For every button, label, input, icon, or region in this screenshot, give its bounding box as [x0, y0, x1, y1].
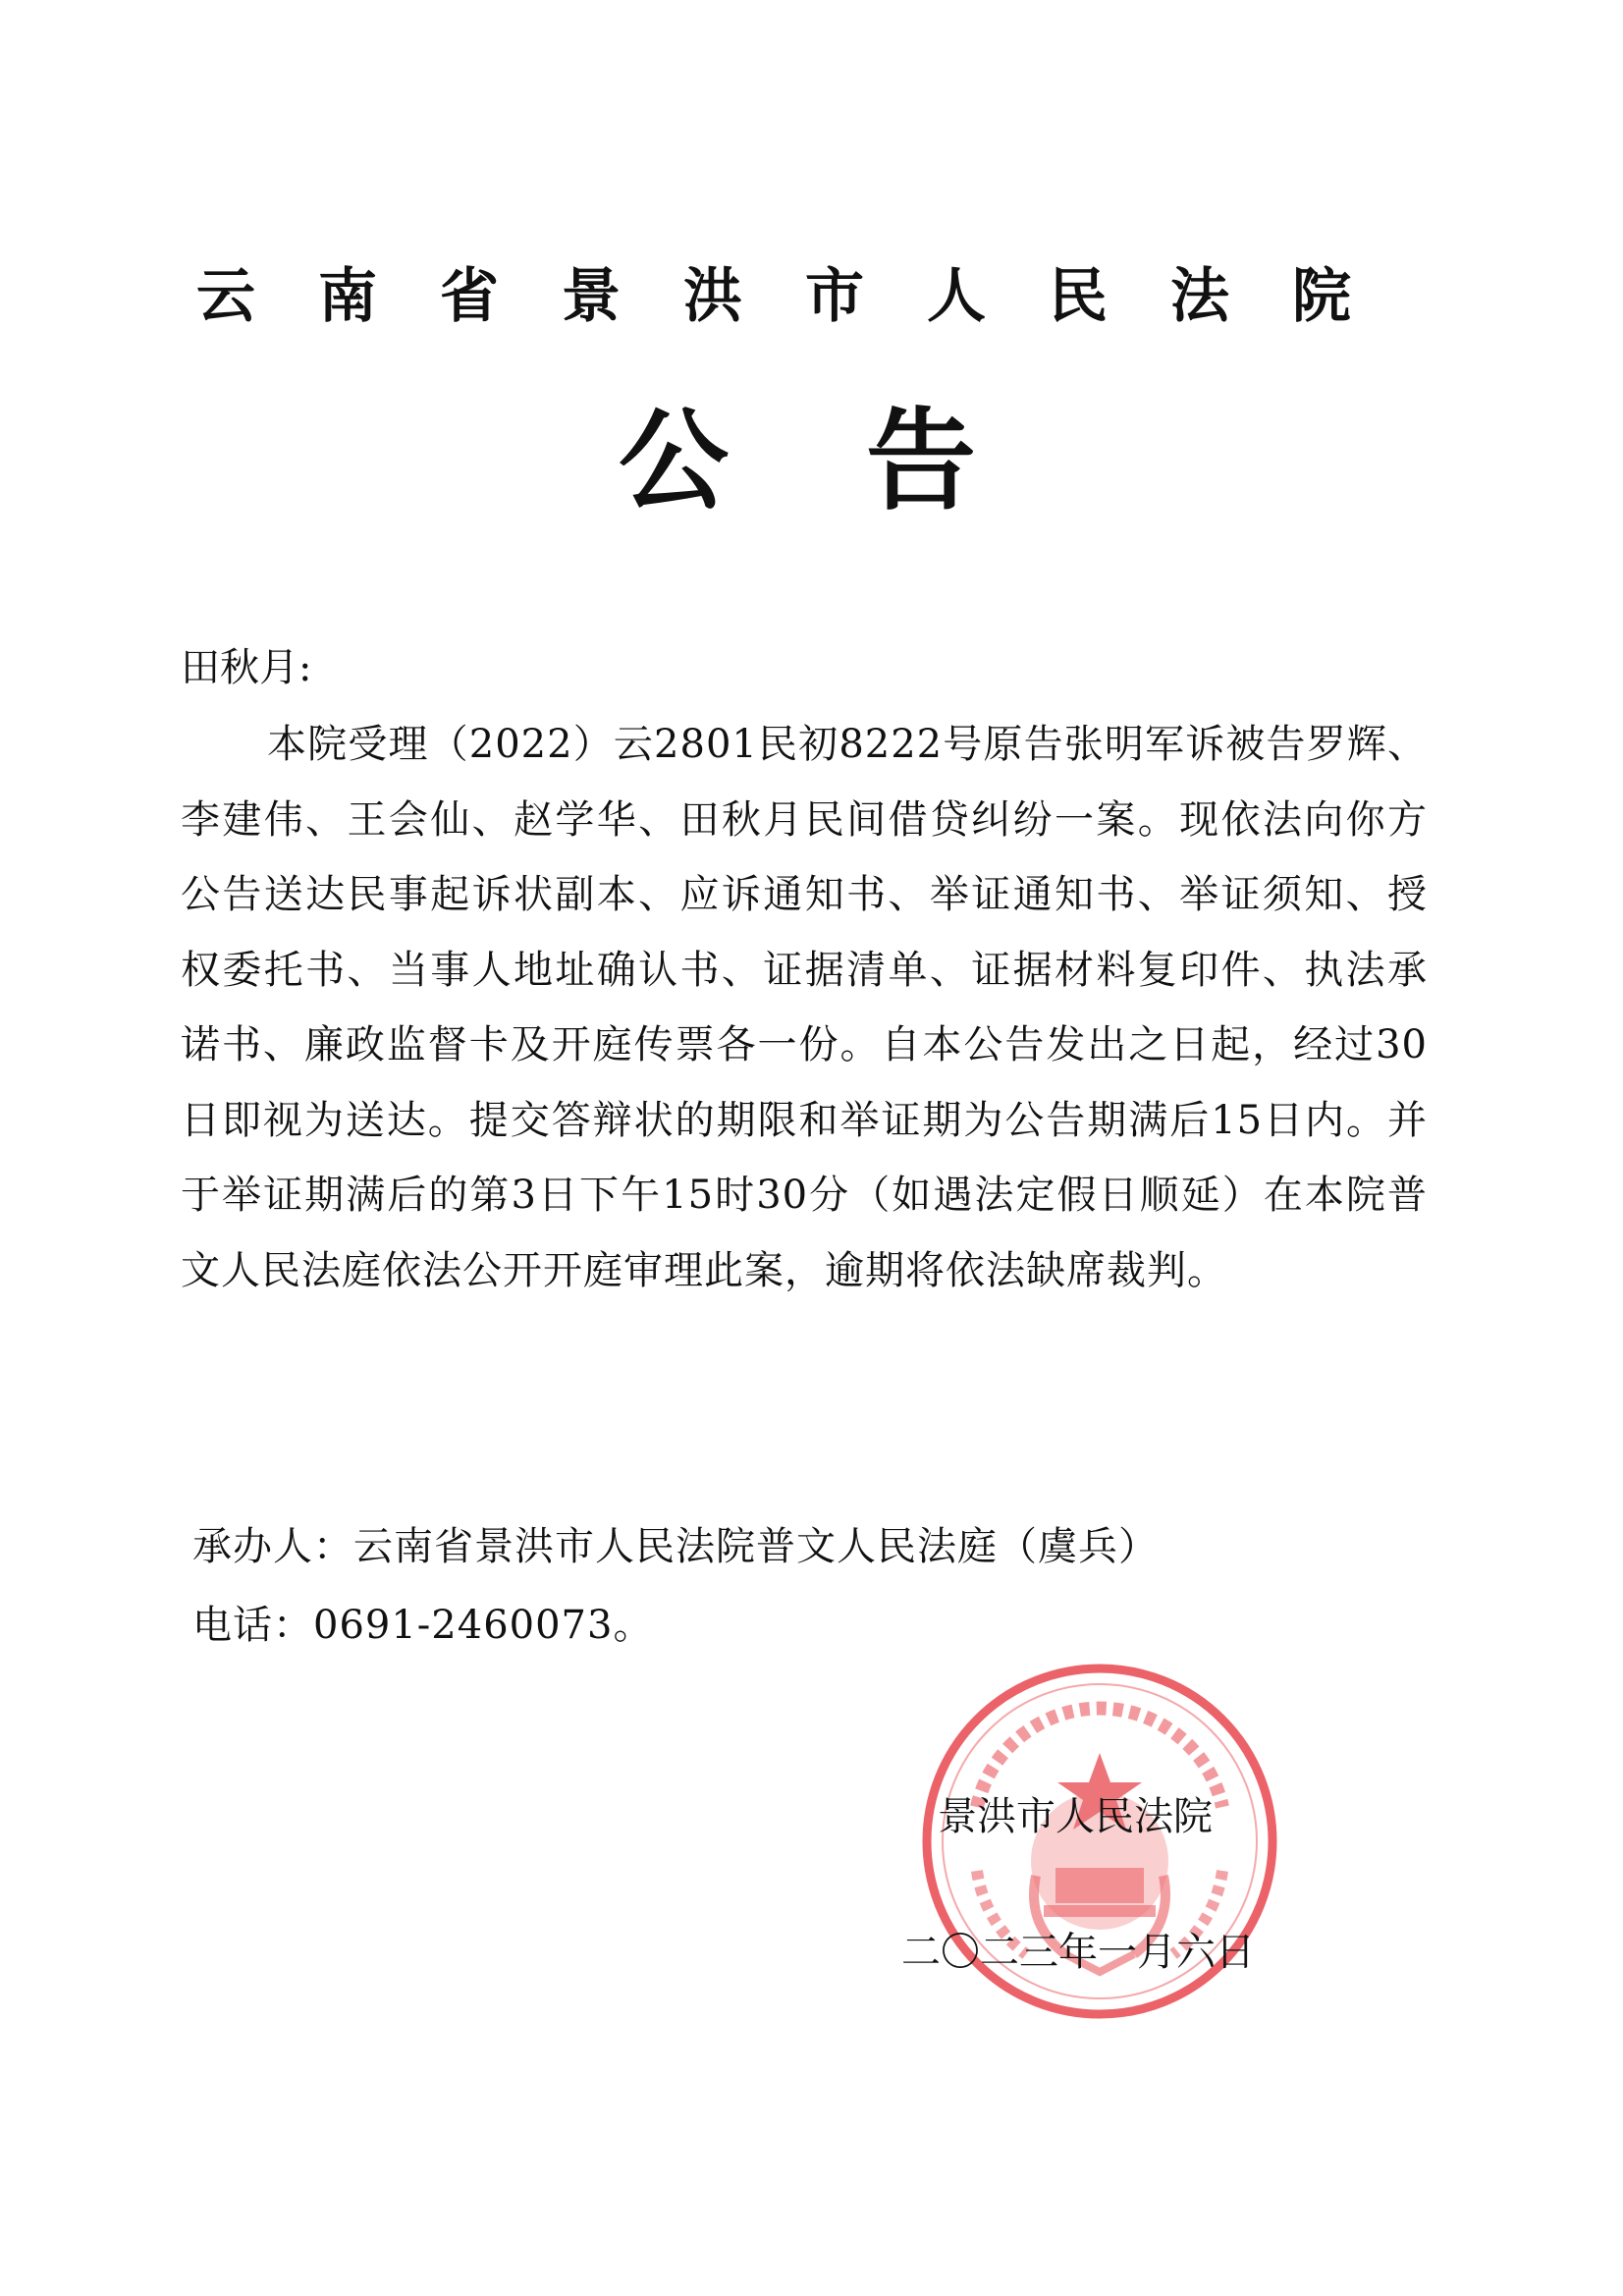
document-title: 公告	[619, 398, 1113, 525]
case-handler: 承办人：云南省景洪市人民法院普文人民法庭（虞兵）	[192, 1524, 1159, 1569]
court-name: 云南省景洪市人民法院	[196, 262, 1414, 331]
notice-body: 本院受理（2022）云2801民初8222号原告张明军诉被告罗辉、李建伟、王会仙、赵学华、田秋月民间借贷纠纷一案。现依法向你方公告送达民事起诉状副本、应诉通知书、举证通知书、举证须知、授权委托书、当事人地址确认书、证据清单、证据材料复印件、执法承诺书、廉政监督卡及开庭传票各一份。自本公告发出之日起，经过30日即视为送达。提交答辩状的期限和举证期为公告期满后15日内。并于举证期满后的第3日下午15时30分（如遇法定假日顺延）在本院普文人民法庭依法公开开庭审理此案，逾期将依法缺席裁判。	[181, 722, 1428, 1293]
contact-phone: 电话：0691-2460073。	[192, 1603, 654, 1648]
signer-name: 景洪市人民法院	[938, 1794, 1213, 1839]
signature-date: 二〇二三年一月六日	[901, 1930, 1255, 1975]
addressee: 田秋月:	[181, 645, 312, 690]
